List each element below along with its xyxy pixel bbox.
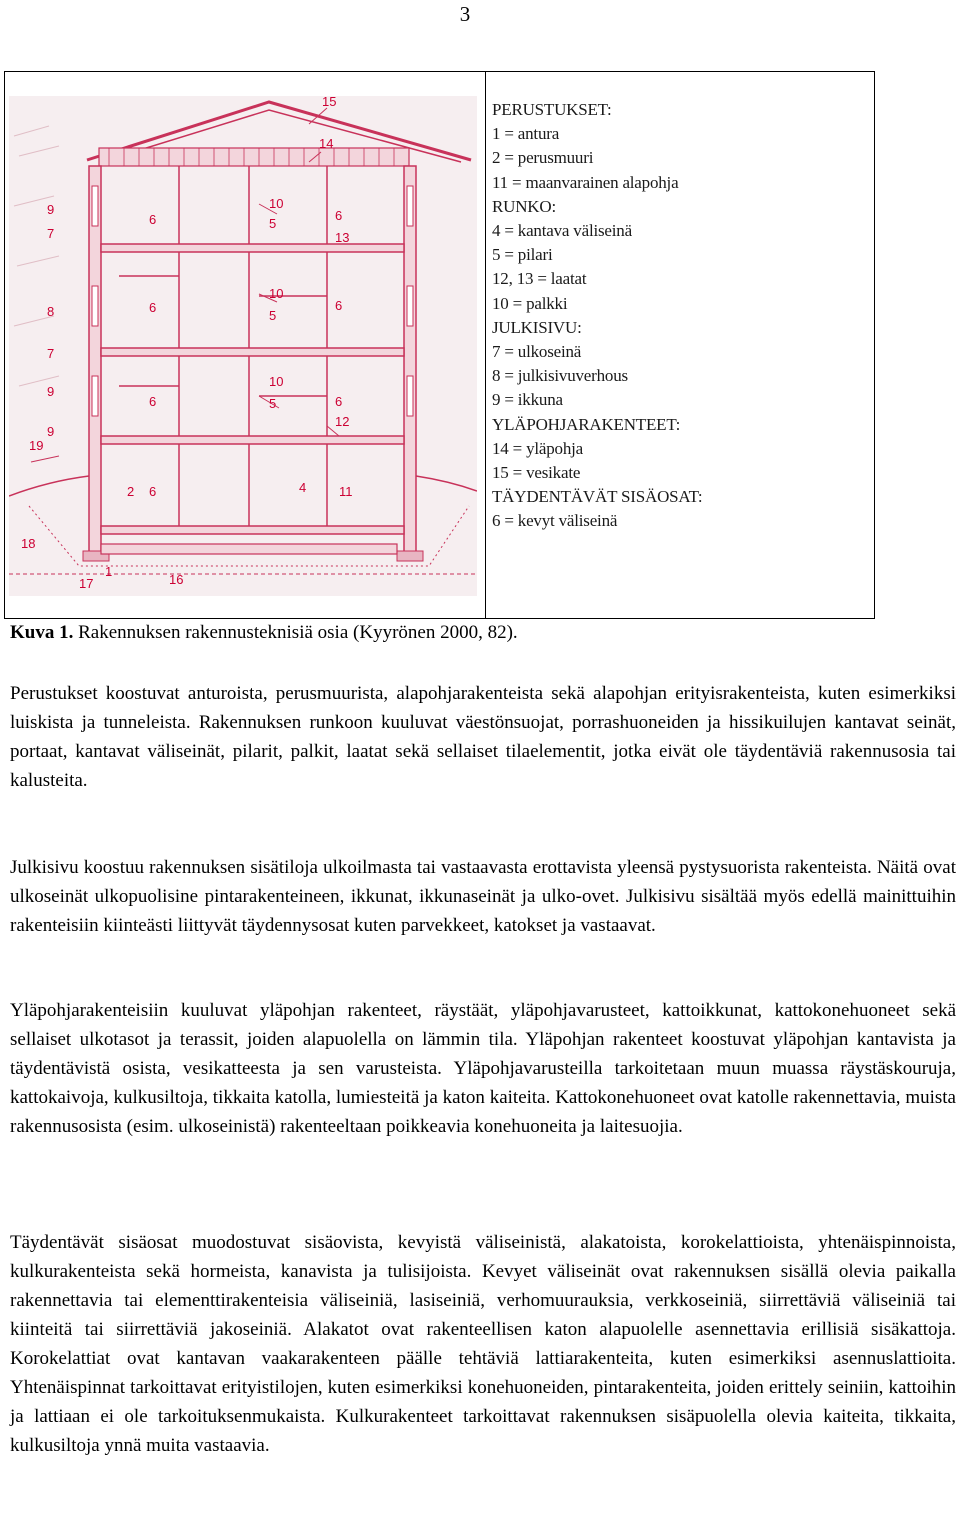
label-9-top: 9 <box>47 202 55 217</box>
legend-item: 12, 13 = laatat <box>492 269 587 289</box>
label-6-e: 6 <box>149 394 157 409</box>
legend-item: 4 = kantava väliseinä <box>492 221 632 241</box>
label-5-c: 5 <box>269 396 277 411</box>
label-12: 12 <box>335 414 350 429</box>
caption-text: Rakennuksen rakennusteknisiä osia (Kyyrönen 2000, 82). <box>73 622 518 643</box>
figure-legend <box>485 72 875 618</box>
legend-item: 2 = perusmuuri <box>492 148 594 168</box>
label-6-c: 6 <box>149 300 157 315</box>
label-15: 15 <box>322 96 337 109</box>
label-18: 18 <box>21 536 36 551</box>
label-7-mid: 7 <box>47 346 55 361</box>
label-13: 13 <box>335 230 350 245</box>
label-4: 4 <box>299 480 307 495</box>
label-11: 11 <box>339 484 353 499</box>
label-17: 17 <box>79 576 94 591</box>
label-6-a: 6 <box>149 212 157 227</box>
label-19: 19 <box>29 438 44 453</box>
label-8: 8 <box>47 304 55 319</box>
legend-heading-ylapohja: YLÄPOHJARAKENTEET: <box>492 414 681 434</box>
label-6-g: 6 <box>149 484 157 499</box>
legend-item: 5 = pilari <box>492 245 553 265</box>
label-14: 14 <box>319 136 334 151</box>
label-6-d: 6 <box>335 298 343 313</box>
paragraph-perustukset: Perustukset koostuvat anturoista, perusmuurista, alapohjarakenteista sekä alapohjan erityisrakenteista, kuten esimerkiksi luiskista ja tunneleista. Rakennuksen runkoon kuuluvat väestönsuojat, porrashuoneiden ja hissikuilujen kantavat seinät, portaat, kantavat väliseinät, pilarit, palkit, laatat sekä sellaiset tilaelementit, jotka eivät ole täydentäviä rakennusosia tai kalusteita. <box>10 683 956 791</box>
legend-item: 10 = palkki <box>492 293 568 313</box>
legend-item: 8 = julkisivuverhous <box>492 366 628 386</box>
legend-item: 9 = ikkuna <box>492 390 563 410</box>
legend-item: 6 = kevyt väliseinä <box>492 511 618 531</box>
label-6-f: 6 <box>335 394 343 409</box>
legend-heading-runko: RUNKO: <box>492 196 556 216</box>
legend-item: 1 = antura <box>492 124 560 144</box>
legend-heading-julkisivu: JULKISIVU: <box>492 317 582 337</box>
legend-item: 14 = yläpohja <box>492 438 584 458</box>
label-5-b: 5 <box>269 308 277 323</box>
figure-frame <box>4 71 875 619</box>
label-7-top: 7 <box>47 226 55 241</box>
label-10-b: 10 <box>269 286 284 301</box>
figure-caption <box>10 622 518 644</box>
label-9-mid: 9 <box>47 384 55 399</box>
paragraph-ylapohja: Yläpohjarakenteisiin kuuluvat yläpohjan rakenteet, räystäät, yläpohjavarusteet, kattoikkunat, kattokonehuoneet sekä sellaiset ulkotasot ja terassit, joiden alapuolella on lämmin tila. Yläpohjan rakenteet koostuvat yläpohjan kantavista ja täydentävistä osista, vesikatteesta ja sen varusteista. Yläpohjavarusteilla tarkoitetaan muun muassa räystäskouruja, kattokaivoja, kulkusiltoja, tikkaita katolla, lumiesteitä ja katon kaiteita. Kattokonehuoneet ovat katolle rakennettavia, muista rakennusosista (esim. ulkoseinistä) rakenteeltaan poikkeavia konehuoneita ja laitesuojia. <box>10 1000 956 1137</box>
label-10-a: 10 <box>269 196 284 211</box>
page-number: 3 <box>459 2 471 26</box>
label-1: 1 <box>105 564 113 579</box>
legend-heading-perustukset: PERUSTUKSET: <box>492 100 612 119</box>
legend-item: 11 = maanvarainen alapohja <box>492 172 679 192</box>
legend-item: 7 = ulkoseinä <box>492 342 582 362</box>
label-5-a: 5 <box>269 216 277 231</box>
legend-heading-taydentavat: TÄYDENTÄVÄT SISÄOSAT: <box>492 487 703 507</box>
paragraph-taydentavat: Täydentävät sisäosat muodostuvat sisäovista, kevyistä väliseinistä, alakatoista, korokelattioista, yhtenäispinnoista, kulkurakenteista sekä hormeista, kanavista ja tulisijoista. Kevyet väliseinät ovat rakennuksen sisällä olevia paikalla rakennettavia tai elementtirakenteisia väliseiniä, lasiseiniä, verhomuurauksia, verkkoseiniä, siirrettäviä väliseiniä tai kiinteitä tai siirrettäviä jakoseiniä. Alakatot ovat rakenteellisen katon alapuolelle asennettavia erillisiä sisäkattoja. Korokelattiat ovat kantavan vaakarakenteen päälle tehtäviä lattiarakenteita, kuten esimerkiksi asennuslattioita. Yhtenäispinnat tarkoittavat erityistilojen, kuten esimerkiksi konehuoneiden, pintarakenteita, joiden erittely seiniin, kattoihin ja lattiaan ei ole tarkoituksenmukaista. Kulkurakenteet tarkoittavat rakennuksen sisäpuolella olevia kaiteita, tikkaita, kulkusiltoja ynnä muita vastaavia. <box>10 1232 956 1456</box>
paragraph-julkisivu: Julkisivu koostuu rakennuksen sisätiloja ulkoilmasta tai vastaavasta erottavista yleensä pystysuorista rakenteista. Näitä ovat ulkoseinät ulkopuolisine pintarakenteineen, ikkunat, ikkunaseinät ja ulko-ovet. Julkisivu sisältää myös edellä mainittuihin rakenteisiin kiinteästi liittyvät täydennysosat kuten parvekkeet, katokset ja vastaavat. <box>10 857 956 936</box>
label-2: 2 <box>127 484 135 499</box>
label-9-low: 9 <box>47 424 55 439</box>
label-6-b: 6 <box>335 208 343 223</box>
legend-item: 15 = vesikate <box>492 463 581 483</box>
label-10-c: 10 <box>269 374 284 389</box>
building-section-drawing <box>9 96 477 596</box>
label-16: 16 <box>169 572 184 587</box>
caption-label: Kuva 1. <box>10 622 74 643</box>
